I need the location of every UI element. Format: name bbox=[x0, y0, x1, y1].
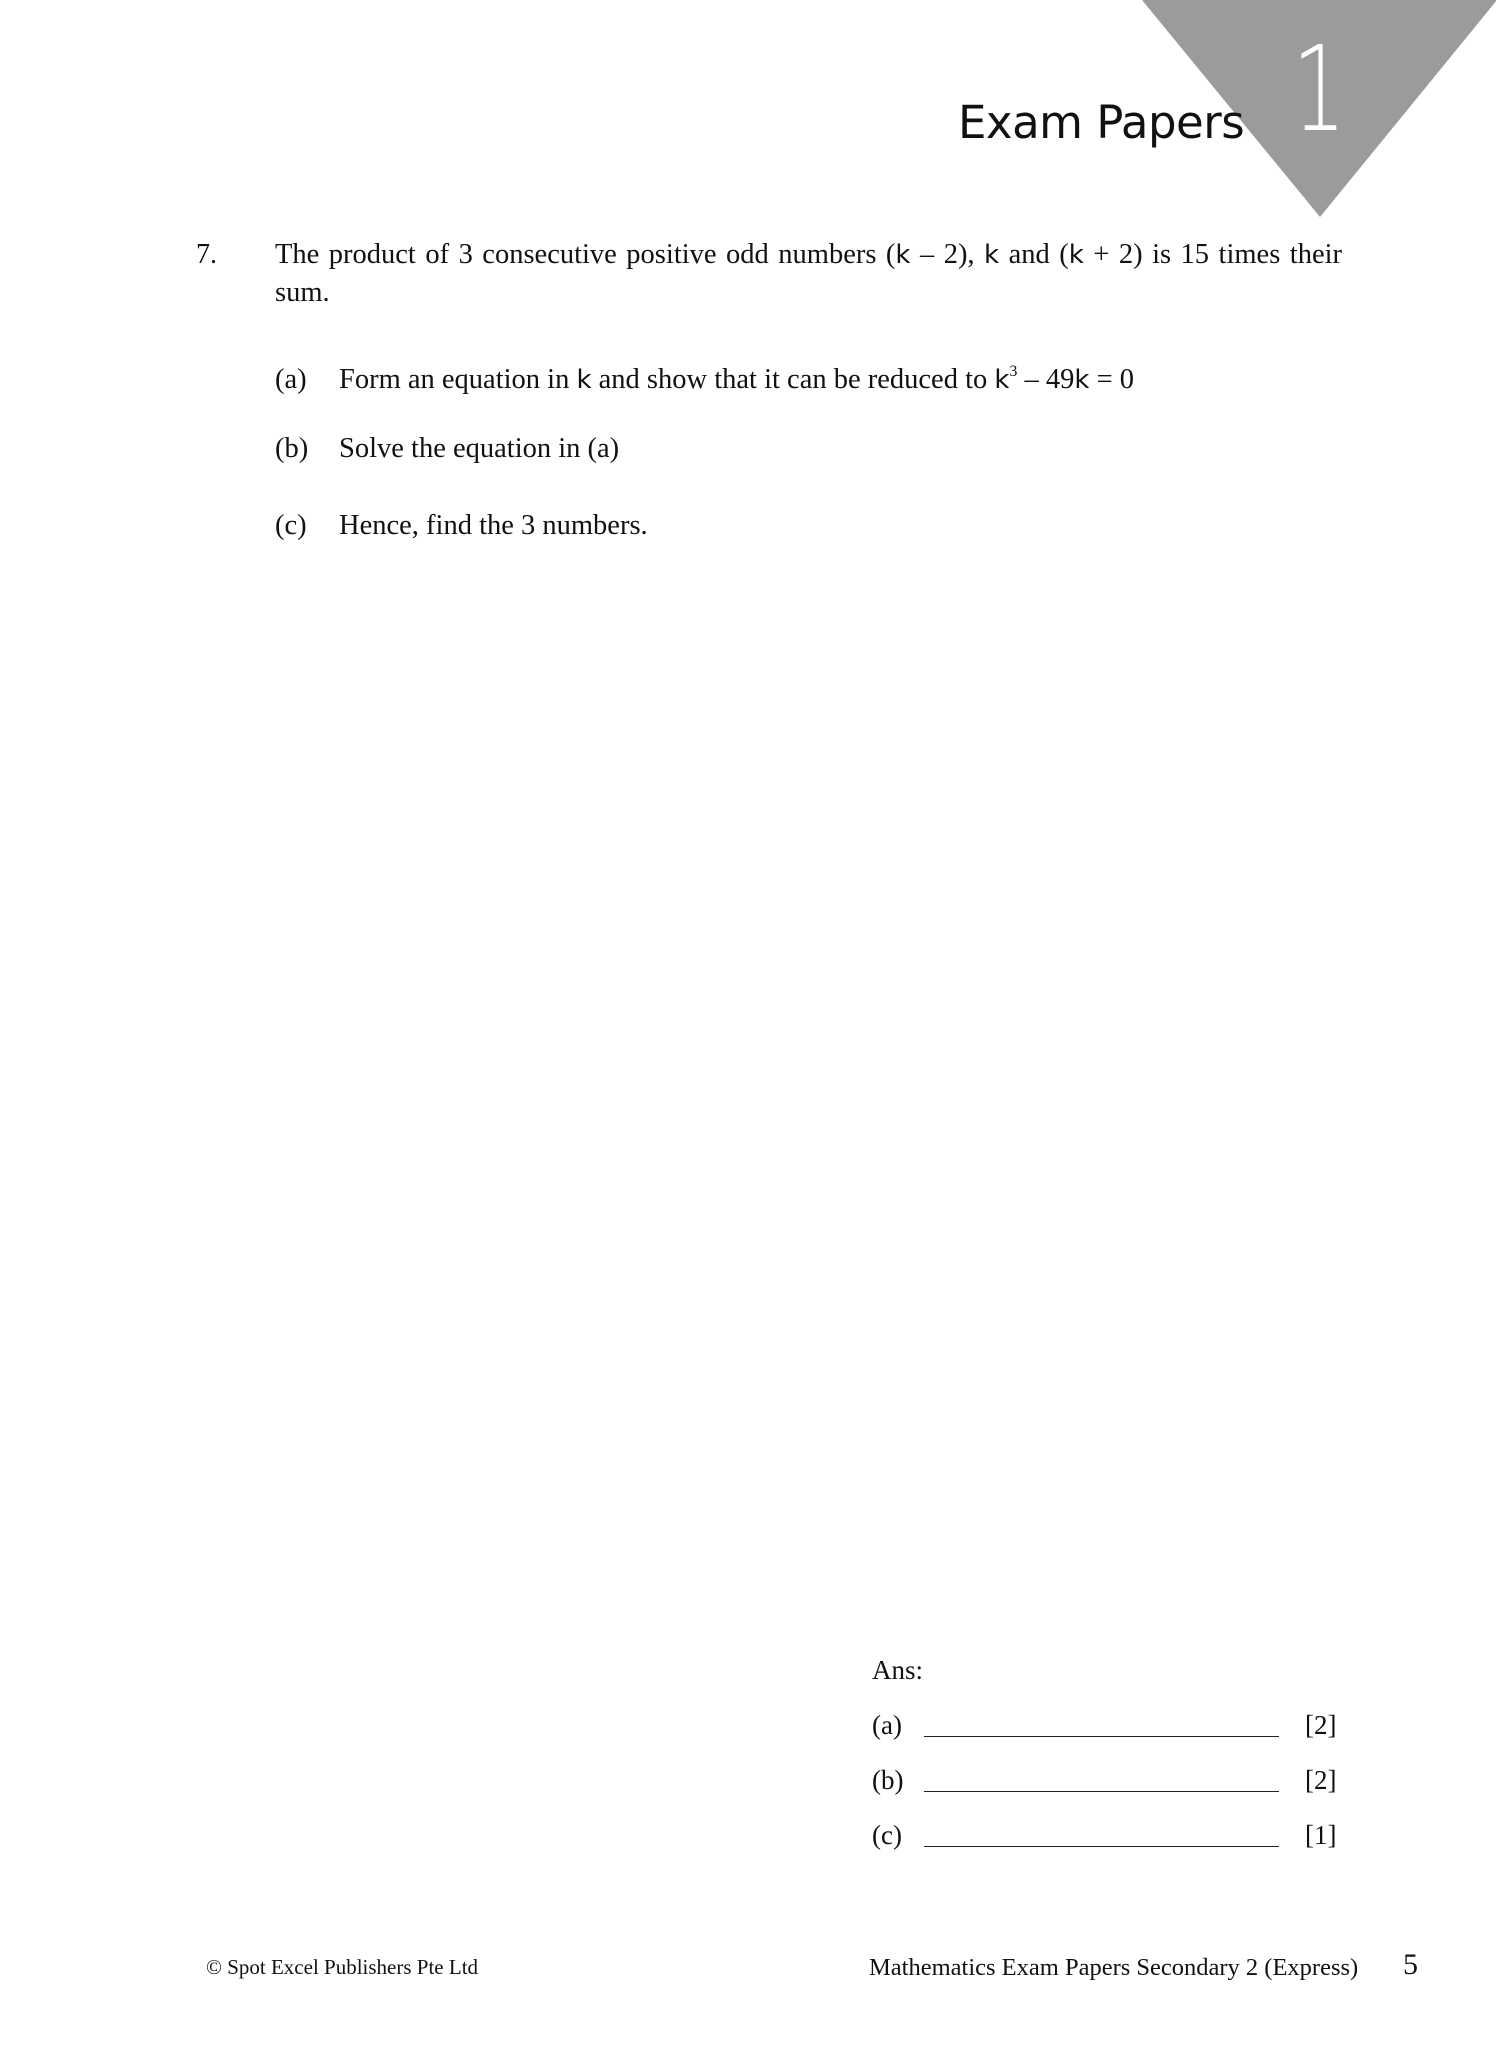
answer-row-label: (c) bbox=[872, 1820, 902, 1850]
variable-k: k bbox=[994, 365, 1010, 395]
variable-k: k bbox=[576, 365, 592, 395]
answer-row-a bbox=[872, 1705, 1342, 1745]
answer-label: Ans: bbox=[872, 1655, 924, 1685]
answer-line[interactable] bbox=[924, 1846, 1279, 1847]
marks-badge: [2] bbox=[1305, 1765, 1337, 1795]
question-number: 7. bbox=[196, 239, 217, 270]
question-part-a: (a) Form an equation in k and show that it can be reduced to $k^3 - 49k = 0$ bbox=[275, 353, 1134, 399]
question-part-b bbox=[275, 430, 619, 468]
exponent: 3 bbox=[1009, 363, 1018, 380]
variable-k: k bbox=[895, 240, 911, 270]
footer-copyright: © Spot Excel Publishers Pte Ltd bbox=[206, 1955, 479, 1979]
marks-badge: [1] bbox=[1305, 1820, 1337, 1850]
part-label: (c) bbox=[275, 510, 307, 541]
answer-row-label: (b) bbox=[872, 1765, 904, 1795]
footer-book-title: Mathematics Exam Papers Secondary 2 (Express) bbox=[869, 1954, 1359, 1981]
marks-badge: [2] bbox=[1305, 1710, 1337, 1740]
answer-row-label: (a) bbox=[872, 1710, 902, 1740]
question-text: The product of 3 consecutive positive odd numbers (k – 2), k and (k + 2) is 15 times their sum. bbox=[275, 239, 1343, 308]
answer-row-c bbox=[872, 1815, 1342, 1855]
page-header-title: Exam Papers bbox=[958, 96, 1245, 149]
variable-k: k bbox=[1074, 365, 1090, 395]
chapter-badge-triangle bbox=[0, 0, 1496, 230]
answer-row-b bbox=[872, 1760, 1342, 1800]
answer-line[interactable] bbox=[924, 1736, 1279, 1737]
part-text: Solve the equation in (a) bbox=[339, 433, 620, 464]
answer-line[interactable] bbox=[924, 1791, 1279, 1792]
part-label: (a) bbox=[275, 364, 307, 395]
question-part-c bbox=[275, 507, 648, 545]
part-label: (b) bbox=[275, 433, 309, 464]
variable-k: k bbox=[984, 240, 1000, 270]
chapter-number: 1 bbox=[1292, 20, 1347, 158]
part-text: Hence, find the 3 numbers. bbox=[339, 510, 648, 541]
page-number: 5 bbox=[1403, 1948, 1418, 1981]
variable-k: k bbox=[1068, 240, 1084, 270]
